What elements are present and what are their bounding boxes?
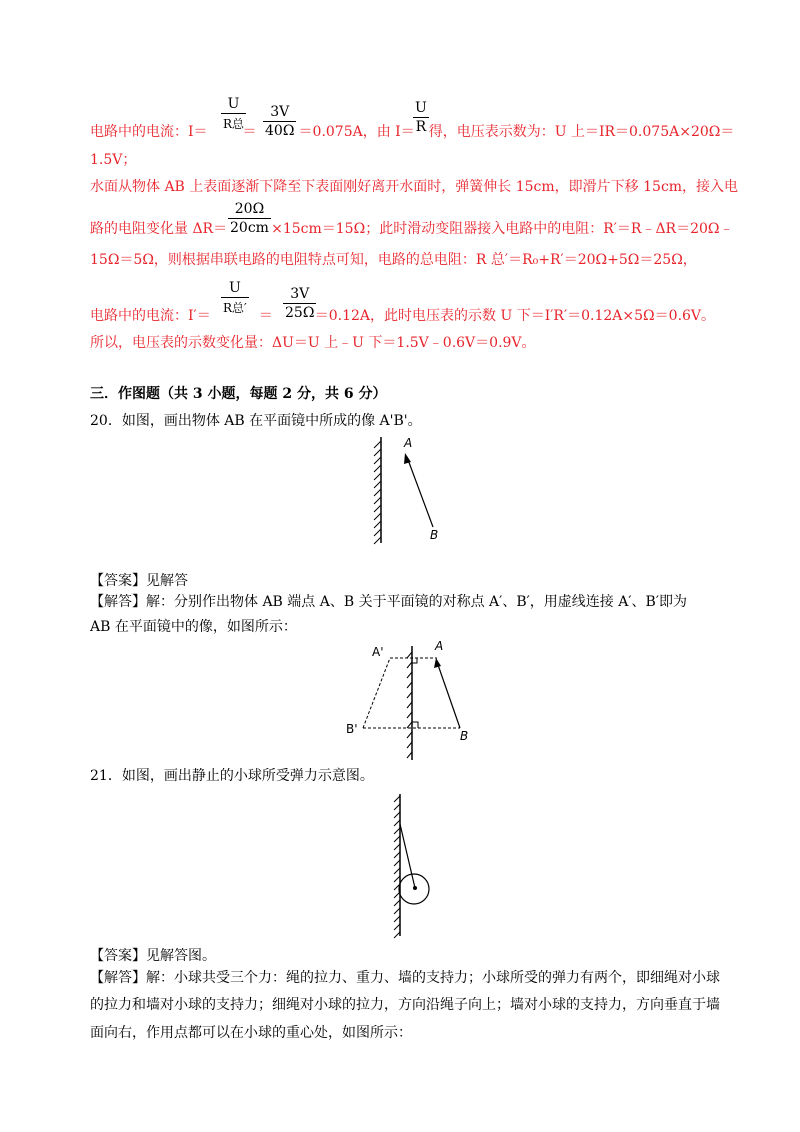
q21-explain-line-1: 【解答】解：小球共受三个力：绳的拉力、重力、墙的支持力；小球所受的弹力有两个，即细绳对小球 [90,970,720,986]
q20-answer-figure [340,632,500,762]
label-a: A [435,639,444,653]
solution-line-1 [90,122,734,142]
fraction-bar [221,297,249,298]
fraction-numerator: U [227,96,240,112]
fraction-numerator: 3V [270,104,290,120]
section-heading: 三．作图题（共 3 小题，每题 2 分，共 6 分） [90,386,387,402]
right-angle-mark-bottom [412,722,418,728]
text-segment: ＝ [258,308,273,324]
fraction-numerator: U [228,280,241,296]
question-20: 20．如图，画出物体 AB 在平面镜中所成的像 A'B'。 [90,413,422,429]
label-b: B [430,528,439,542]
fraction-denominator: R [415,119,427,135]
q21-explain-line-2: 的拉力和墙对小球的支持力；细绳对小球的拉力，方向沿绳子向上；墙对小球的支持力，方向垂直于墙 [90,997,720,1013]
label-b-prime: B' [346,722,358,736]
solution-line-2: 1.5V； [90,152,137,168]
solution-line-5: 15Ω＝5Ω，则根据串联电路的电阻特点可知，电路的总电阻：R 总′＝R₀+R′＝20Ω+5Ω＝25Ω， [90,252,697,268]
fraction-numerator: 3V [290,286,310,302]
object-ab-arrow [437,662,460,728]
label-a-prime: A' [372,645,384,659]
label-a: A [404,436,413,450]
text-segment: 电路中的电流：I′＝ [90,308,211,324]
q20-explain-line-1: 【解答】解：分别作出物体 AB 端点 A、B 关于平面镜的对称点 A′、B′，用虚线连接 A′、B′即为 [90,594,688,610]
fraction-denominator: 40Ω [265,123,295,139]
fraction-numerator: U [415,100,427,116]
solution-line-7: 所以，电压表的示数变化量：ΔU＝U 上﹣U 下＝1.5V﹣0.6V＝0.9V。 [90,335,536,351]
fraction-denominator: 20cm [230,220,269,236]
fraction-denominator: R总 [223,117,245,131]
wall-hatching [394,796,400,938]
q21-answer: 【答案】见解答图。 [90,948,216,964]
solution-line-3: 水面从物体 AB 上表面逐渐下降至下表面刚好离开水面时，弹簧伸长 15cm，即滑片下移 15cm，接入电 [90,179,739,195]
fraction-bar [413,117,429,118]
q20-answer: 【答案】见解答 [90,573,188,589]
q21-explain-line-3: 面向右，作用点都可以在小球的重心处，如图所示： [90,1025,412,1041]
q20-mirror-figure [360,435,460,545]
text-segment: 得，电压表示数为：U 上＝IR＝0.075A×20Ω＝ [428,124,735,140]
q20-explain-line-2: AB 在平面镜中的像，如图所示： [90,619,297,635]
mirror-hatching [374,441,381,544]
ball-center [413,886,417,890]
fraction-numerator: 20Ω [234,201,265,217]
arrowhead [404,453,411,464]
rope [400,824,415,888]
question-21: 21．如图，画出静止的小球所受弹力示意图。 [90,768,374,784]
text-segment: ＝0.12A，此时电压表的示数 U 下＝I′R′＝0.12A×5Ω＝0.6V。 [314,308,716,324]
arrowhead [434,658,441,668]
fraction-denominator: R总′ [223,301,247,315]
fraction-denominator: 25Ω [285,305,315,321]
text-segment: ＝ [242,124,257,140]
fraction-bar [283,303,316,304]
text-segment: 路的电阻变化量 ΔR＝ [90,221,228,237]
text-segment: 电路中的电流：I＝ [90,124,208,140]
label-b: B [460,729,469,743]
q21-ball-figure [380,790,460,940]
solution-line-4 [90,219,734,239]
text-segment: ×15cm＝15Ω；此时滑动变阻器接入电路中的电阻：R′＝R﹣ΔR＝20Ω﹣ [271,221,734,237]
text-segment: ＝0.075A，由 I＝ [298,124,415,140]
fraction-bar [221,113,246,114]
object-ab-arrow [407,457,433,527]
image-ab-dashed [363,658,390,728]
solution-line-6 [90,306,715,326]
